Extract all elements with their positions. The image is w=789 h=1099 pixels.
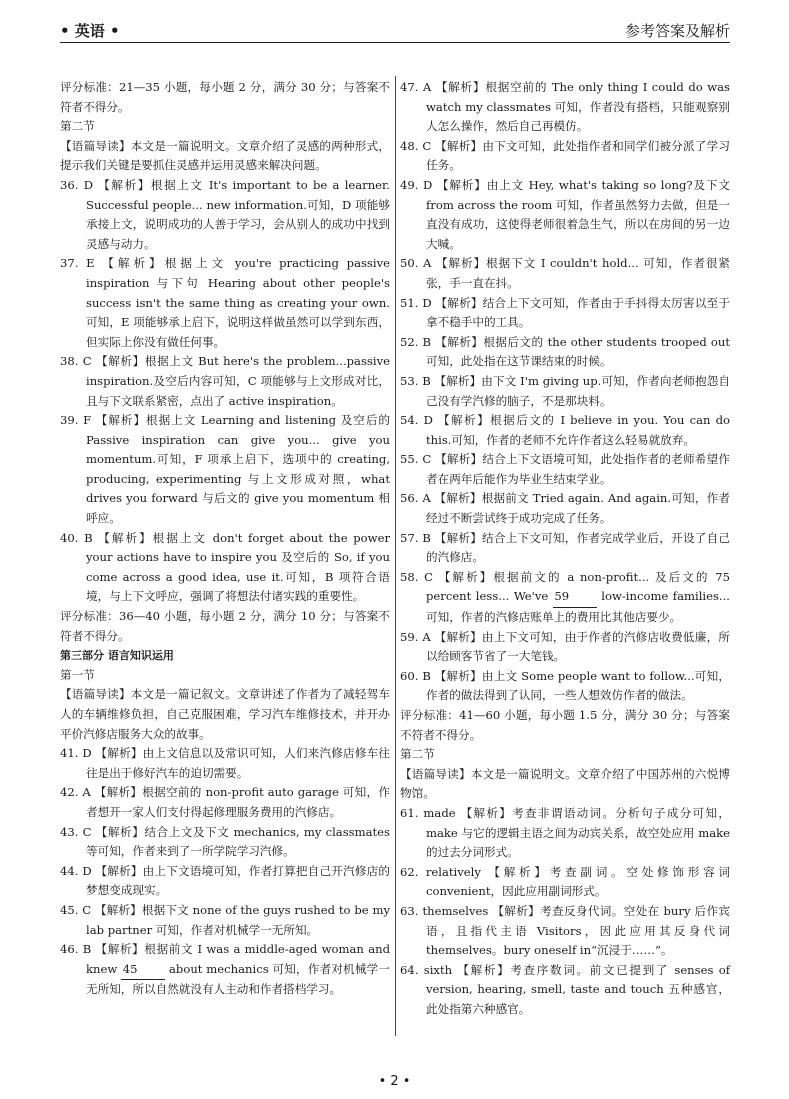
section-title: 参考答案及解析 [624,22,730,40]
paragraph: 【语篇导读】本文是一篇记叙文。文章讲述了作者为了减轻驾车人的车辆维修负担，自己克服困难，学习汽车维修技术，并开办平价汽修店服务大众的故事。 [60,687,390,741]
right-column [400,78,730,1020]
page-number: • 2 • [378,1074,411,1089]
answer-item: 38. C 【解析】根据上文 But here's the problem...passive inspiration.及空后内容可知，C 项能够与上文形成对比，且与下文联系紧密，点出了 active inspiration。 [60,354,390,408]
paragraph: 【语篇导读】本文是一篇说明文。文章介绍了灵感的两种形式，提示我们关键是要抓住灵感并运用灵感来解决问题。 [60,138,390,173]
paragraph: 评分标准：36—40 小题，每小题 2 分，满分 10 分；与答案不符者不得分。 [60,609,390,643]
answer-item: 48. C 【解析】由下文可知，此处指作者和同学们被分派了学习任务。 [400,138,730,173]
answer-text: about mechanics 可知，作者对机械学一无所知，所以自然就没有人主动和作者搭档学习。 [86,961,390,997]
answer-item: 56. A 【解析】根据前文 Tried again. And again.可知，作者经过不断尝试终于成功完成了任务。 [400,491,730,526]
cloze-blank: 45 [121,960,165,981]
answer-item: 51. D 【解析】结合上下文可知，作者由于手抖得太厉害以至于拿不稳手中的工具。 [400,295,730,330]
answer-item: 53. B 【解析】由下文 I'm giving up.可知，作者向老师抱怨自己没有学汽修的脑子，不是那块料。 [400,373,730,408]
answer-item: 42. A 【解析】根据空前的 non-profit auto garage 可知，作者想开一家人们支付得起修理服务费用的汽修店。 [60,785,390,819]
section-heading: 第三部分 语言知识运用 [60,649,174,663]
answer-text: 58. C 【解析】根据前文的 a non-profit... 及后文的 75 percent less... We've [400,569,730,604]
paragraph: 第一节 [60,667,95,682]
answer-item: 40. B 【解析】根据上文 don't forget about the power your actions have to inspire you 及空后的 So, if you come across a good idea, use it.可知，B 项符合语境，与上下文呼应，强调了将想法付诸实践的重要性。 [60,530,390,604]
answer-item: 36. D 【解析】根据上文 It's important to be a learner. Successful people... new information.可知，D 项能够承接上文，说明成功的人善于学习，会从别人的成功中找到灵感与动力。 [60,177,390,251]
paragraph: 第二节 [60,119,95,134]
paragraph: 评分标准：21—35 小题，每小题 2 分，满分 30 分；与答案不符者不得分。 [60,80,390,114]
answer-item: 59. A 【解析】由上下文可知，由于作者的汽修店收费低廉，所以给顾客节省了一大笔钱。 [400,629,730,664]
answer-item [400,568,730,628]
subject-title: • 英语 • [60,22,120,40]
paragraph: 评分标准：41—60 小题，每小题 1.5 分，满分 30 分；与答案不符者不得分。 [400,708,730,742]
answer-item: 43. C 【解析】结合上文及下文 mechanics, my classmates 等可知，作者来到了一所学院学习汽修。 [60,824,390,859]
answer-text: low-income families...可知，作者的汽修店账单上的费用比其他店要少。 [426,589,730,625]
cloze-blank: 59 [553,587,597,608]
paragraph: 第二节 [400,747,435,762]
left-column [60,78,390,1000]
answer-item: 37. E 【解析】根据上文 you're practicing passive inspiration 与下句 Hearing about other people's success isn't the same thing as creating your own.可知，E 项能够承上启下，说明这样做虽然可以学到东西，但实际上你没有做任何事。 [60,256,390,349]
answer-item: 44. D 【解析】由上下文语境可知，作者打算把自己开汽修店的梦想变成现实。 [60,863,390,898]
answer-text: 46. B 【解析】根据前文 I was a middle-aged woman and knew [60,942,390,976]
answer-item: 63. themselves 【解析】考查反身代词。空处在 bury 后作宾语，且指代主语 Visitors，因此应用其反身代词 themselves。bury oneself in“沉浸于……”。 [400,903,730,958]
answer-item [60,940,390,1000]
answer-item: 47. A 【解析】根据空前的 The only thing I could do was watch my classmates 可知，作者没有搭档，只能观察别人怎么操作，然后自己再模仿。 [400,80,730,134]
answer-item: 52. B 【解析】根据后文的 the other students trooped out 可知，此处指在这节课结束的时候。 [400,334,730,369]
answer-item: 60. B 【解析】由上文 Some people want to follow...可知，作者的做法得到了认同，一些人想效仿作者的做法。 [400,668,730,703]
column-divider [395,76,396,1036]
answer-item: 57. B 【解析】结合上下文可知，作者完成学业后，开设了自己的汽修店。 [400,530,730,565]
answer-item: 62. relatively 【解析】考查副词。空处修饰形容词 convenient，因此应用副词形式。 [400,864,730,899]
answer-item: 50. A 【解析】根据下文 I couldn't hold... 可知，作者很紧张，手一直在抖。 [400,256,730,290]
answer-item: 45. C 【解析】根据下文 none of the guys rushed to be my lab partner 可知，作者对机械学一无所知。 [60,902,390,937]
answer-item: 49. D 【解析】由上文 Hey, what's taking so long?及下文 from across the room 可知，作者虽然努力去做，但是一直没有成功，这使得老师很着急生气，所以在房间的另一边大喊。 [400,177,730,251]
answer-item: 55. C 【解析】结合上下文语境可知，此处指作者的老师希望作者在两年后能作为毕业生结束学业。 [400,452,730,486]
paragraph: 【语篇导读】本文是一篇说明文。文章介绍了中国苏州的六悦博物馆。 [400,766,730,801]
answer-item: 41. D 【解析】由上文信息以及常识可知，人们来汽修店修车往往是出于修好汽车的迫切需要。 [60,746,390,780]
answer-item: 54. D 【解析】根据后文的 I believe in you. You can do this.可知，作者的老师不允许作者这么轻易就放弃。 [400,413,730,447]
answer-item: 39. F 【解析】根据上文 Learning and listening 及空后的 Passive inspiration can give you... give you momentum.可知，F 项承上启下，选项中的 creating, producing, experimenting 与上文形成对照，what drives you forward 与后文的 give you momentum 相呼应。 [60,413,390,526]
page-header [60,18,730,43]
answer-item: 64. sixth 【解析】考查序数词。前文已提到了 senses of version, hearing, smell, taste and touch 五种感官，此处指第六种感官。 [400,962,730,1016]
answer-item: 61. made 【解析】考查非谓语动词。分析句子成分可知，make 与它的逻辑主语之间为动宾关系，故空处应用 make 的过去分词形式。 [400,805,730,860]
